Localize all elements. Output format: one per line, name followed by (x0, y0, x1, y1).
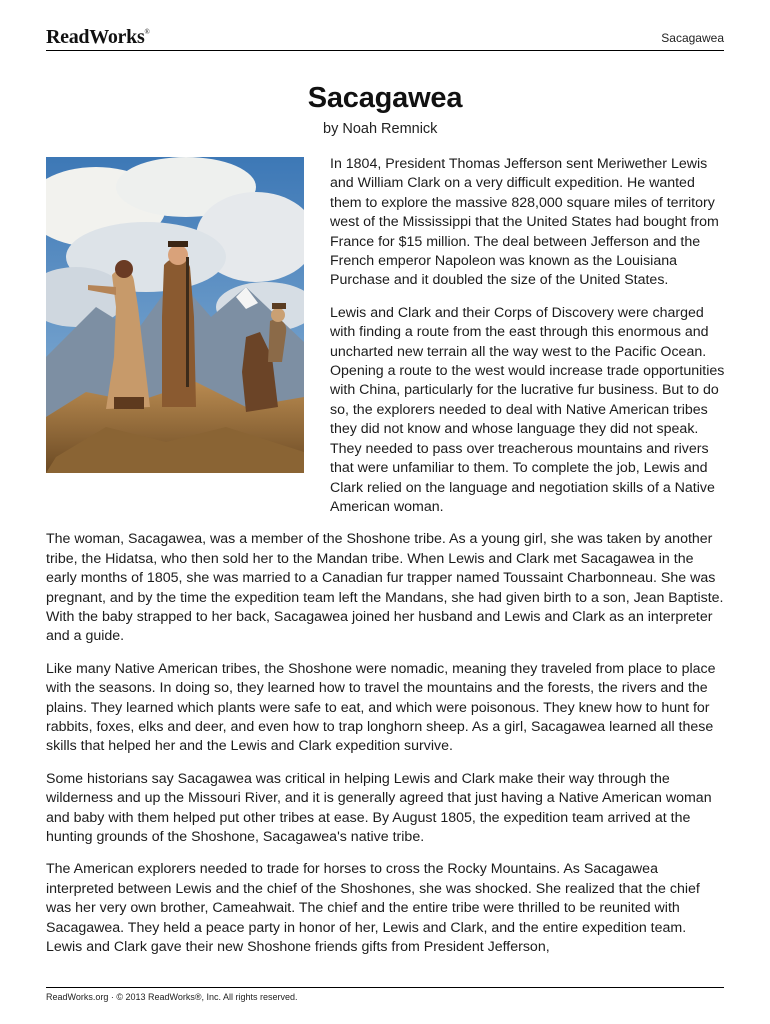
article-paragraph: Some historians say Sacagawea was critical in helping Lewis and Clark make their way through the wilderness and up the Missouri River, and it is generally agreed that just having a Native American woman and baby with them helped put other tribes at ease. By August 1805, the expedition team arrived at the hunting grounds of the Shoshone, Sacagawea's native tribe. (46, 770, 712, 845)
article-paragraph: In 1804, President Thomas Jefferson sent Meriwether Lewis and William Clark on a very difficult expedition. He wanted them to explore the massive 828,000 square miles of territory west of the Mississippi that the United States had bought from France for $15 million. The deal between Jefferson and the French emperor Napoleon was known as the Louisiana Purchase and it doubled the size of the United States. (330, 156, 719, 289)
article-title: Sacagawea (307, 82, 463, 114)
readworks-logo (46, 26, 149, 49)
article-byline: by Noah Remnick (323, 121, 438, 137)
footer-divider (46, 987, 724, 988)
illustration-spacer (46, 155, 330, 527)
article-body (46, 155, 726, 970)
header-title: Sacagawea (661, 31, 724, 45)
article-paragraph: The American explorers needed to trade for horses to cross the Rocky Mountains. As Sacagawea interpreted between Lewis and the chief of the Shoshones, she was shocked. She realized that the chief was her very own brother, Cameahwait. The chief and the entire tribe were thrilled to be reunited with Sacagawea. They held a peace party in honor of her, Lewis and Clark, and the entire expedition team. Lewis and Clark gave their new Shoshone friends gifts from President Jefferson, (46, 861, 700, 956)
article-paragraph: Lewis and Clark and their Corps of Discovery were charged with finding a route from the east through this enormous and uncharted new terrain all the way west to the Pacific Ocean. Opening a route to the west would increase trade opportunities with China, particularly for the lucrative fur business. But to do so, the explorers needed to deal with Native American tribes they did not know and whose language they did not speak. They needed to pass over treacherous mountains and rivers that were unfamiliar to them. To complete the job, Lewis and Clark relied on the language and negotiation skills of a Native American woman. (330, 304, 725, 515)
article-paragraph: The woman, Sacagawea, was a member of the Shoshone tribe. As a young girl, she was taken by another tribe, the Hidatsa, who then sold her to the Mandan tribe. When Lewis and Clark met Sacagawea in the early months of 1805, she was married to a Canadian fur trapper named Toussaint Charbonneau. She was pregnant, and by the time the expedition team left the Mandans, she had given birth to a son, Jean Baptiste. With the baby strapped to her back, Sacagawea joined her husband and Lewis and Clark as an interpreter and a guide. (46, 531, 724, 645)
page-header (46, 26, 724, 51)
article-paragraph: Like many Native American tribes, the Shoshone were nomadic, meaning they traveled from place to place with the seasons. In doing so, they learned how to travel the mountains and the forests, the rivers and the plains. They learned which plants were safe to eat, and which were poisonous. They knew how to hunt for rabbits, foxes, elks and deer, and even how to trap longhorn sheep. As a girl, Sacagawea learned all these skills that helped her and the Lewis and Clark expedition survive. (46, 660, 716, 755)
logo-registered-mark: ® (144, 28, 150, 36)
logo-text: ReadWorks (46, 26, 145, 48)
page-footer: ReadWorks.org · © 2013 ReadWorks®, Inc. All rights reserved. (46, 992, 298, 1002)
